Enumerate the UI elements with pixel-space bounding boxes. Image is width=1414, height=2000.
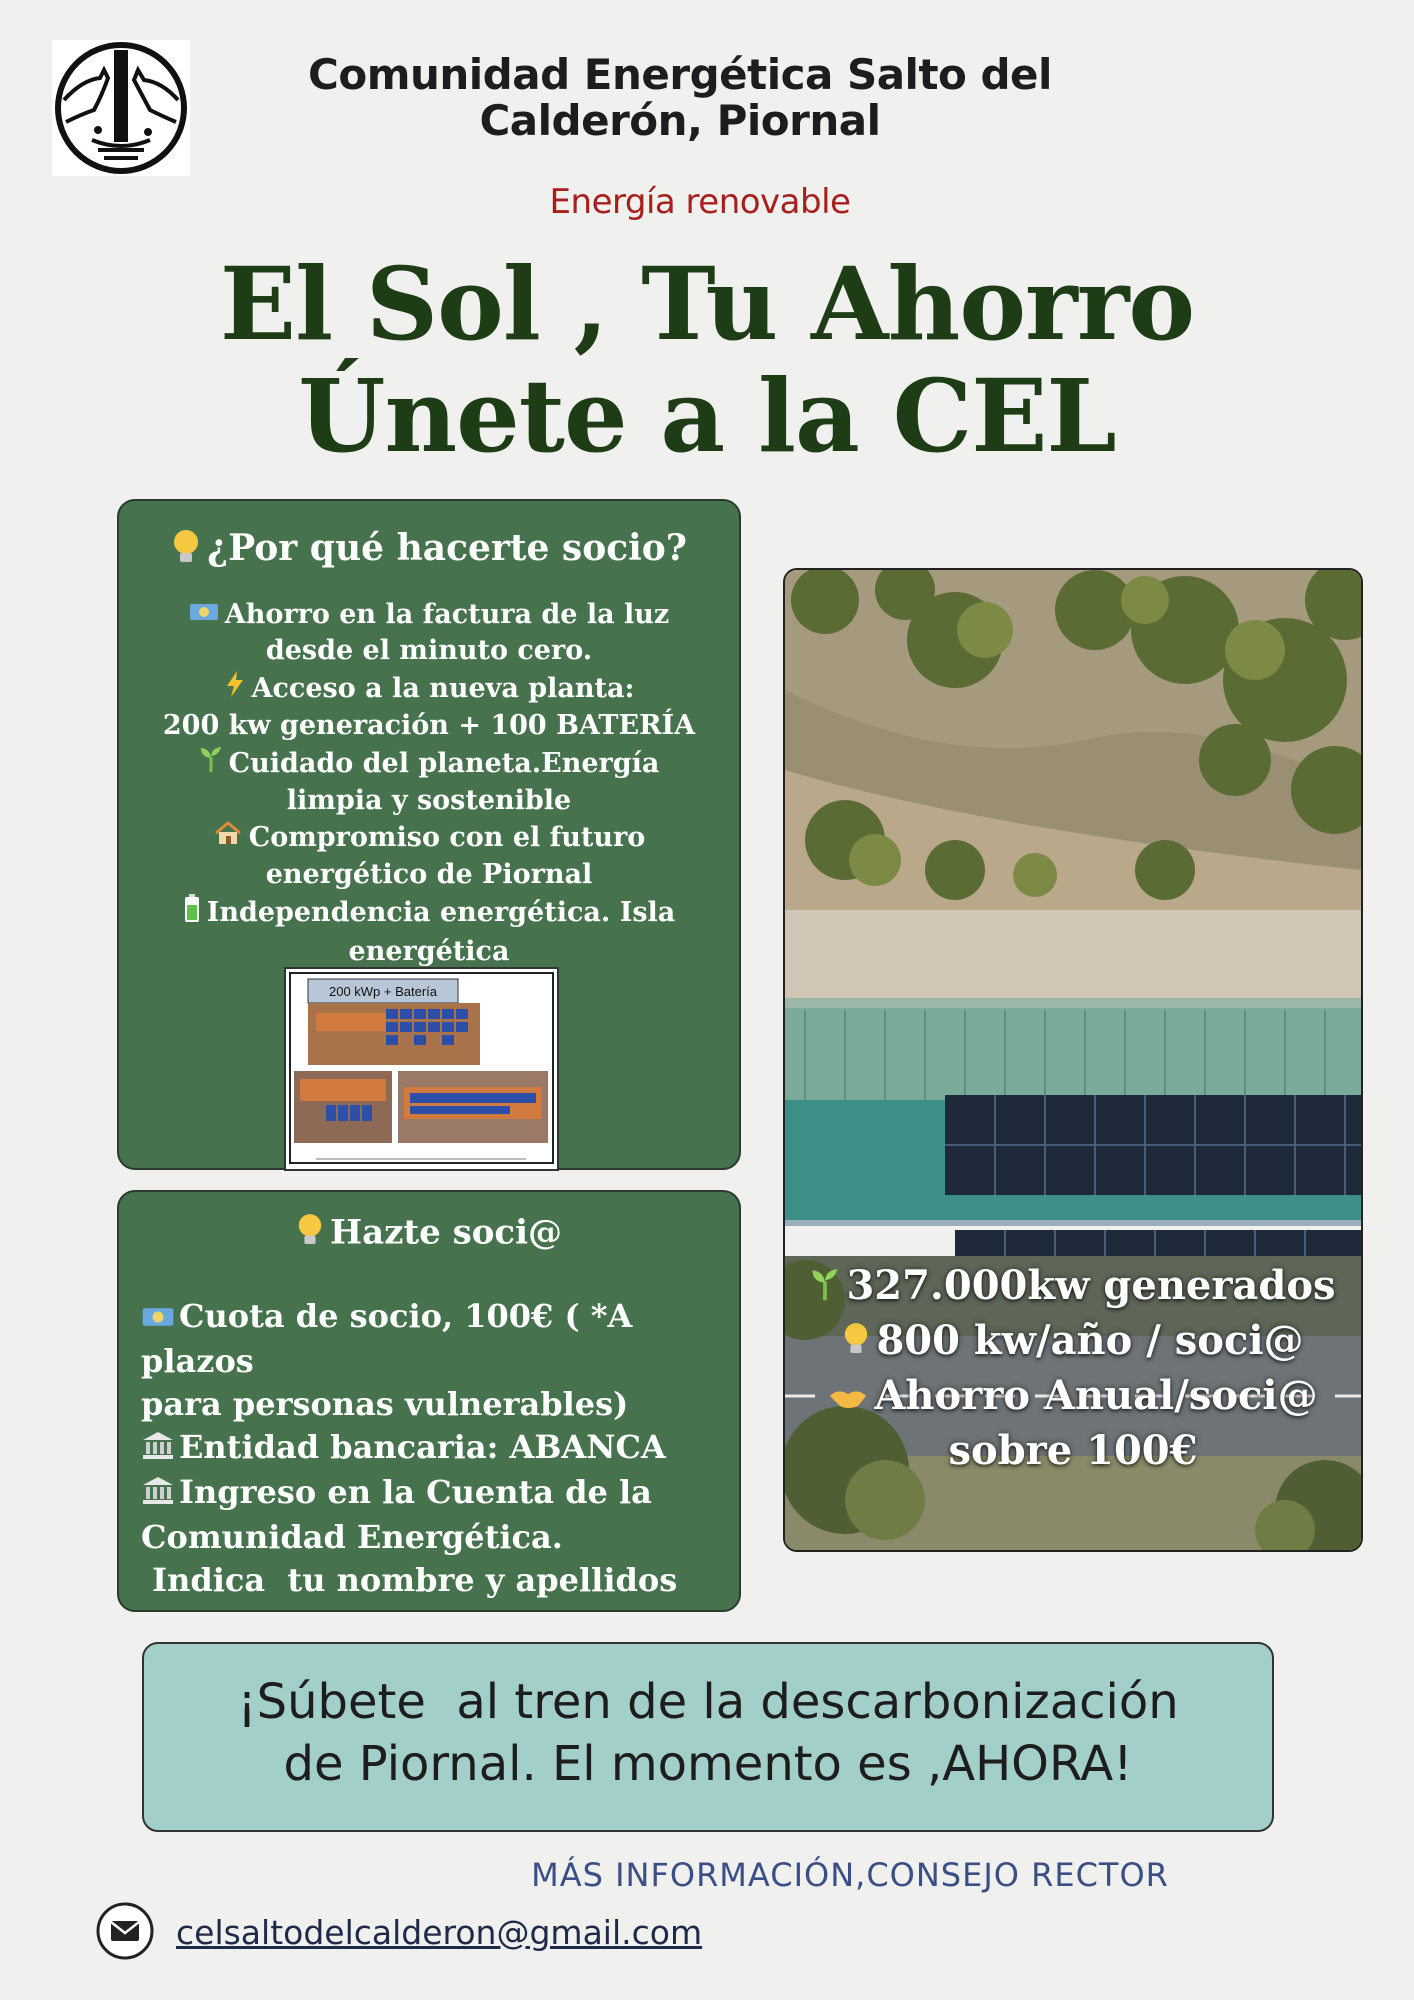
benefits-title-row <box>119 527 739 575</box>
battery-icon <box>183 893 201 934</box>
seedling-icon <box>810 1263 840 1315</box>
lightbulb-icon <box>842 1318 870 1370</box>
envelope-icon <box>96 1902 154 1960</box>
benefit-line: Ahorro en la factura de la luz <box>119 597 739 634</box>
join-title-row <box>119 1212 739 1257</box>
inset-label: 200 kWp + Batería <box>328 984 438 999</box>
stat-line: 327.000kw generados <box>785 1260 1361 1315</box>
seedling-icon <box>199 745 223 784</box>
more-info-label: MÁS INFORMACIÓN,CONSEJO RECTOR <box>531 1856 1169 1894</box>
benefits-title: ¿Por qué hacerte socio? <box>207 527 687 569</box>
headline <box>100 245 1314 475</box>
benefit-line: desde el minuto cero. <box>265 635 593 667</box>
benefit-line: Cuidado del planeta.Energía <box>119 745 739 784</box>
join-line: Entidad bancaria: ABANCA <box>141 1426 739 1471</box>
handshake-icon <box>828 1373 868 1425</box>
money-icon <box>141 1297 175 1340</box>
money-icon <box>189 597 219 634</box>
headline-line-1: El Sol , Tu Ahorro <box>219 245 1195 363</box>
join-line: Comunidad Energética. <box>141 1518 563 1556</box>
join-card <box>117 1190 741 1612</box>
bank-icon <box>141 1473 175 1516</box>
lightning-icon <box>224 670 246 709</box>
benefit-line: 200 kw generación + 100 BATERÍA <box>162 710 696 742</box>
benefits-list <box>119 597 739 971</box>
subtitle: Energía renovable <box>549 182 851 222</box>
solar-roof-inset-image <box>284 967 559 1171</box>
join-info <box>141 1295 739 1602</box>
aerial-solar-plant-photo <box>783 568 1363 1552</box>
benefit-line: Compromiso con el futuro <box>119 820 739 857</box>
benefit-line: Acceso a la nueva planta: <box>119 670 739 709</box>
organization-name: Comunidad Energética Salto del Calderón, Piornal <box>308 50 1052 145</box>
join-line: para personas vulnerables) <box>141 1385 629 1423</box>
lightbulb-icon <box>296 1212 324 1257</box>
logo <box>52 40 190 176</box>
stat-line: sobre 100€ <box>948 1427 1198 1474</box>
join-line: Ingreso en la Cuenta de la <box>141 1471 739 1516</box>
house-icon <box>213 820 243 857</box>
call-to-action-box <box>142 1642 1274 1832</box>
join-line: Indica tu nombre y apellidos <box>141 1561 678 1599</box>
waterfall-logo-icon <box>52 40 190 176</box>
benefit-line: energético de Piornal <box>265 858 593 890</box>
stat-line: Ahorro Anual/soci@ <box>785 1370 1361 1425</box>
benefit-line: energética <box>348 935 510 967</box>
email-link[interactable]: celsaltodelcalderon@gmail.com <box>176 1913 703 1952</box>
stat-line: 800 kw/año / soci@ <box>785 1315 1361 1370</box>
cta-line-2: de Piornal. El momento es ,AHORA! <box>283 1736 1133 1792</box>
benefit-line: Independencia energética. Isla <box>119 893 739 934</box>
cta-text <box>144 1644 1272 1795</box>
headline-line-2: Únete a la CEL <box>298 357 1116 475</box>
lightbulb-icon <box>171 528 201 575</box>
cta-line-1: ¡Súbete al tren de la descarbonización <box>237 1674 1179 1730</box>
stats-overlay <box>785 1260 1361 1477</box>
join-line: Cuota de socio, 100€ ( *A plazos <box>141 1297 633 1380</box>
bank-icon <box>141 1428 175 1471</box>
benefit-line: limpia y sostenible <box>286 785 572 817</box>
join-title: Hazte soci@ <box>329 1212 563 1253</box>
